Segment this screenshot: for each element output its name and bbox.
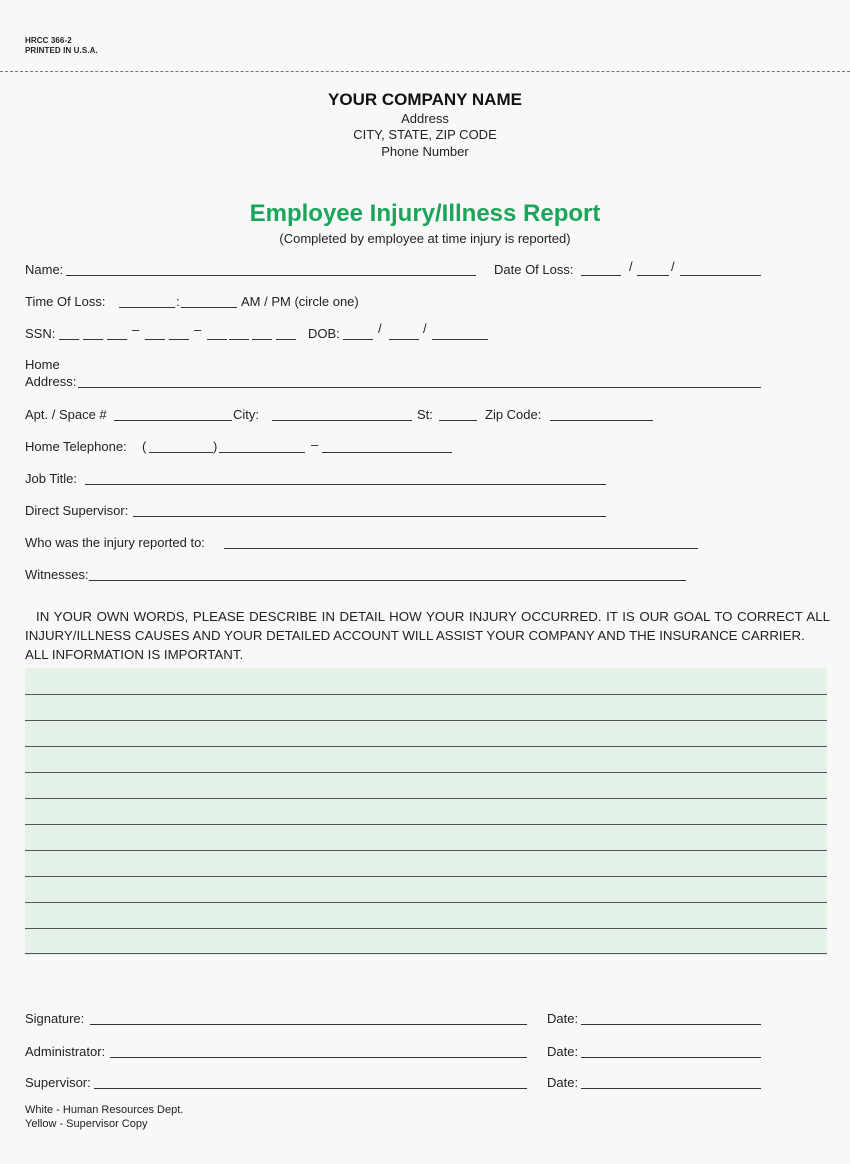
signature-label: Signature: — [25, 1011, 85, 1026]
direct-supervisor-label: Direct Supervisor: — [25, 503, 129, 518]
ssn-digit-9[interactable] — [276, 339, 296, 340]
administrator-field[interactable] — [110, 1057, 527, 1058]
administrator-date-label: Date: — [547, 1044, 579, 1059]
date-of-loss-slash-1: / — [629, 259, 633, 274]
copy-yellow: Yellow - Supervisor Copy — [25, 1118, 148, 1130]
dob-slash-2: / — [423, 321, 427, 336]
time-colon: : — [176, 294, 180, 309]
date-of-loss-month-field[interactable] — [581, 275, 621, 276]
time-of-loss-label: Time Of Loss: — [25, 294, 106, 309]
administrator-label: Administrator: — [25, 1044, 106, 1059]
job-title-label: Job Title: — [25, 471, 78, 486]
reported-to-label: Who was the injury reported to: — [25, 535, 205, 550]
instructions-paragraph — [25, 607, 830, 664]
instructions-text: IN YOUR OWN WORDS, PLEASE DESCRIBE IN DETAIL HOW YOUR INJURY OCCURRED. IT IS OUR GOAL TO CORRECT ALL INJURY/ILLNESS CAUSES AND YOUR DETAILED ACCOUNT WILL ASSIST YOUR COMPANY AND THE INSURANCE CARRIER. — [25, 609, 830, 643]
home-label: Home — [25, 357, 60, 372]
ssn-dash-1: – — [132, 322, 140, 337]
phone-prefix-field[interactable] — [219, 452, 305, 453]
am-pm-label: AM / PM (circle one) — [241, 294, 359, 309]
description-line — [25, 850, 827, 851]
report-subtitle: (Completed by employee at time injury is reported) — [279, 231, 571, 246]
phone-paren-open: ( — [142, 439, 147, 454]
ssn-digit-4[interactable] — [145, 339, 165, 340]
dob-label: DOB: — [308, 326, 340, 341]
city-label: City: — [233, 407, 259, 422]
dob-slash-1: / — [378, 321, 382, 336]
perforation-line — [0, 71, 850, 72]
direct-supervisor-field[interactable] — [133, 516, 606, 517]
supervisor-label: Supervisor: — [25, 1075, 91, 1090]
date-of-loss-label: Date Of Loss: — [494, 262, 574, 277]
description-line — [25, 798, 827, 799]
ssn-digit-6[interactable] — [207, 339, 227, 340]
date-of-loss-slash-2: / — [671, 259, 675, 274]
description-line — [25, 746, 827, 747]
dob-month-field[interactable] — [343, 339, 373, 340]
ssn-digit-5[interactable] — [169, 339, 189, 340]
zip-code-label: Zip Code: — [485, 407, 542, 422]
signature-date-label: Date: — [547, 1011, 579, 1026]
job-title-field[interactable] — [85, 484, 606, 485]
company-address: Address — [401, 111, 449, 126]
instructions-text-last: ALL INFORMATION IS IMPORTANT. — [25, 647, 244, 662]
city-field[interactable] — [272, 420, 412, 421]
dob-year-field[interactable] — [432, 339, 488, 340]
printed-in-usa: PRINTED IN U.S.A. — [25, 46, 98, 55]
date-of-loss-year-field[interactable] — [680, 275, 761, 276]
state-field[interactable] — [439, 420, 477, 421]
witnesses-field[interactable] — [89, 580, 686, 581]
dob-day-field[interactable] — [389, 339, 419, 340]
description-line — [25, 876, 827, 877]
description-line — [25, 902, 827, 903]
phone-paren-close: ) — [213, 439, 218, 454]
supervisor-date-field[interactable] — [581, 1088, 761, 1089]
reported-to-field[interactable] — [224, 548, 698, 549]
company-city-state-zip: CITY, STATE, ZIP CODE — [353, 127, 497, 142]
copy-white: White - Human Resources Dept. — [25, 1104, 184, 1116]
home-telephone-label: Home Telephone: — [25, 439, 127, 454]
address-label: Address: — [25, 374, 77, 389]
phone-area-code-field[interactable] — [149, 452, 213, 453]
ssn-digit-3[interactable] — [107, 339, 127, 340]
phone-dash: – — [311, 437, 319, 452]
description-line — [25, 928, 827, 929]
administrator-date-field[interactable] — [581, 1057, 761, 1058]
date-of-loss-day-field[interactable] — [637, 275, 669, 276]
report-title: Employee Injury/Illness Report — [249, 200, 601, 227]
apt-space-field[interactable] — [114, 420, 232, 421]
signature-field[interactable] — [90, 1024, 527, 1025]
signature-date-field[interactable] — [581, 1024, 761, 1025]
form-number: HRCC 366-2 — [25, 36, 72, 45]
ssn-label: SSN: — [25, 326, 56, 341]
company-name: YOUR COMPANY NAME — [328, 90, 522, 109]
apt-space-label: Apt. / Space # — [25, 407, 107, 422]
witnesses-label: Witnesses: — [25, 567, 89, 582]
ssn-digit-8[interactable] — [252, 339, 272, 340]
state-label: St: — [417, 407, 433, 422]
home-address-field[interactable] — [78, 387, 761, 388]
description-line — [25, 720, 827, 721]
company-phone: Phone Number — [381, 144, 469, 159]
name-field[interactable] — [66, 275, 476, 276]
name-label: Name: — [25, 262, 64, 277]
description-line — [25, 772, 827, 773]
zip-code-field[interactable] — [550, 420, 653, 421]
injury-description-area[interactable] — [25, 668, 827, 955]
ssn-digit-2[interactable] — [83, 339, 103, 340]
time-of-loss-minute-field[interactable] — [181, 307, 237, 308]
time-of-loss-hour-field[interactable] — [119, 307, 175, 308]
ssn-dash-2: – — [194, 322, 202, 337]
description-line — [25, 824, 827, 825]
supervisor-field[interactable] — [94, 1088, 527, 1089]
phone-line-number-field[interactable] — [322, 452, 452, 453]
description-line — [25, 694, 827, 695]
description-line — [25, 953, 827, 954]
supervisor-date-label: Date: — [547, 1075, 579, 1090]
ssn-digit-1[interactable] — [59, 339, 79, 340]
ssn-digit-7[interactable] — [229, 339, 249, 340]
